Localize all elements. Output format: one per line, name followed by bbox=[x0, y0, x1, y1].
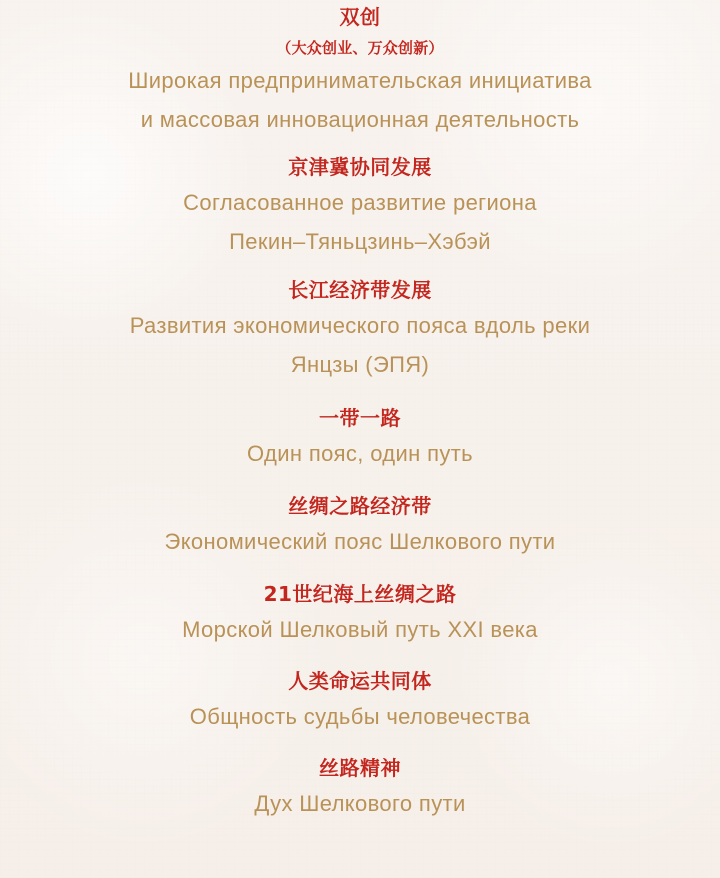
glossary-term: 长江经济带发展 bbox=[288, 278, 432, 302]
glossary-term: 丝绸之路经济带 bbox=[288, 494, 432, 518]
glossary-translation-line-1: Широкая предпринимательская инициатива bbox=[128, 68, 592, 93]
glossary-entry-4 bbox=[0, 405, 720, 470]
glossary-term: 丝路精神 bbox=[319, 756, 401, 780]
glossary-translation-line-1: Один пояс, один путь bbox=[247, 441, 473, 466]
glossary-entry-8 bbox=[0, 755, 720, 820]
glossary-entry-2 bbox=[0, 154, 720, 258]
glossary-entry-5 bbox=[0, 493, 720, 558]
glossary-translation-line-1: Развития экономического пояса вдоль реки bbox=[129, 313, 591, 338]
glossary-translation-line-1: Экономический пояс Шелкового пути bbox=[164, 529, 556, 554]
glossary-term: 双创 bbox=[339, 5, 381, 29]
glossary-translation-line-1: Согласованное развитие региона bbox=[183, 190, 537, 215]
glossary-translation-line-1: Общность судьбы человечества bbox=[189, 704, 531, 729]
glossary-translation-line-1: Морской Шелковый путь XXI века bbox=[182, 617, 538, 642]
glossary-translation-line-2: Янцзы (ЭПЯ) bbox=[290, 352, 430, 377]
glossary-translation-line-1: Дух Шелкового пути bbox=[254, 791, 466, 816]
glossary-entry-7 bbox=[0, 668, 720, 733]
glossary-term: 一带一路 bbox=[319, 406, 401, 430]
glossary-entry-6 bbox=[0, 581, 720, 646]
glossary-entry-1 bbox=[0, 4, 720, 136]
glossary-term: 21世纪海上丝绸之路 bbox=[263, 582, 457, 606]
glossary-term: 人类命运共同体 bbox=[288, 669, 432, 693]
glossary-term-subtitle: （大众创业、万众创新） bbox=[276, 39, 444, 57]
glossary-translation-line-2: и массовая инновационная деятельность bbox=[140, 107, 580, 132]
glossary-translation-line-2: Пекин–Тяньцзинь–Хэбэй bbox=[229, 229, 491, 254]
glossary-term: 京津冀协同发展 bbox=[288, 155, 432, 179]
glossary-entry-3 bbox=[0, 277, 720, 381]
